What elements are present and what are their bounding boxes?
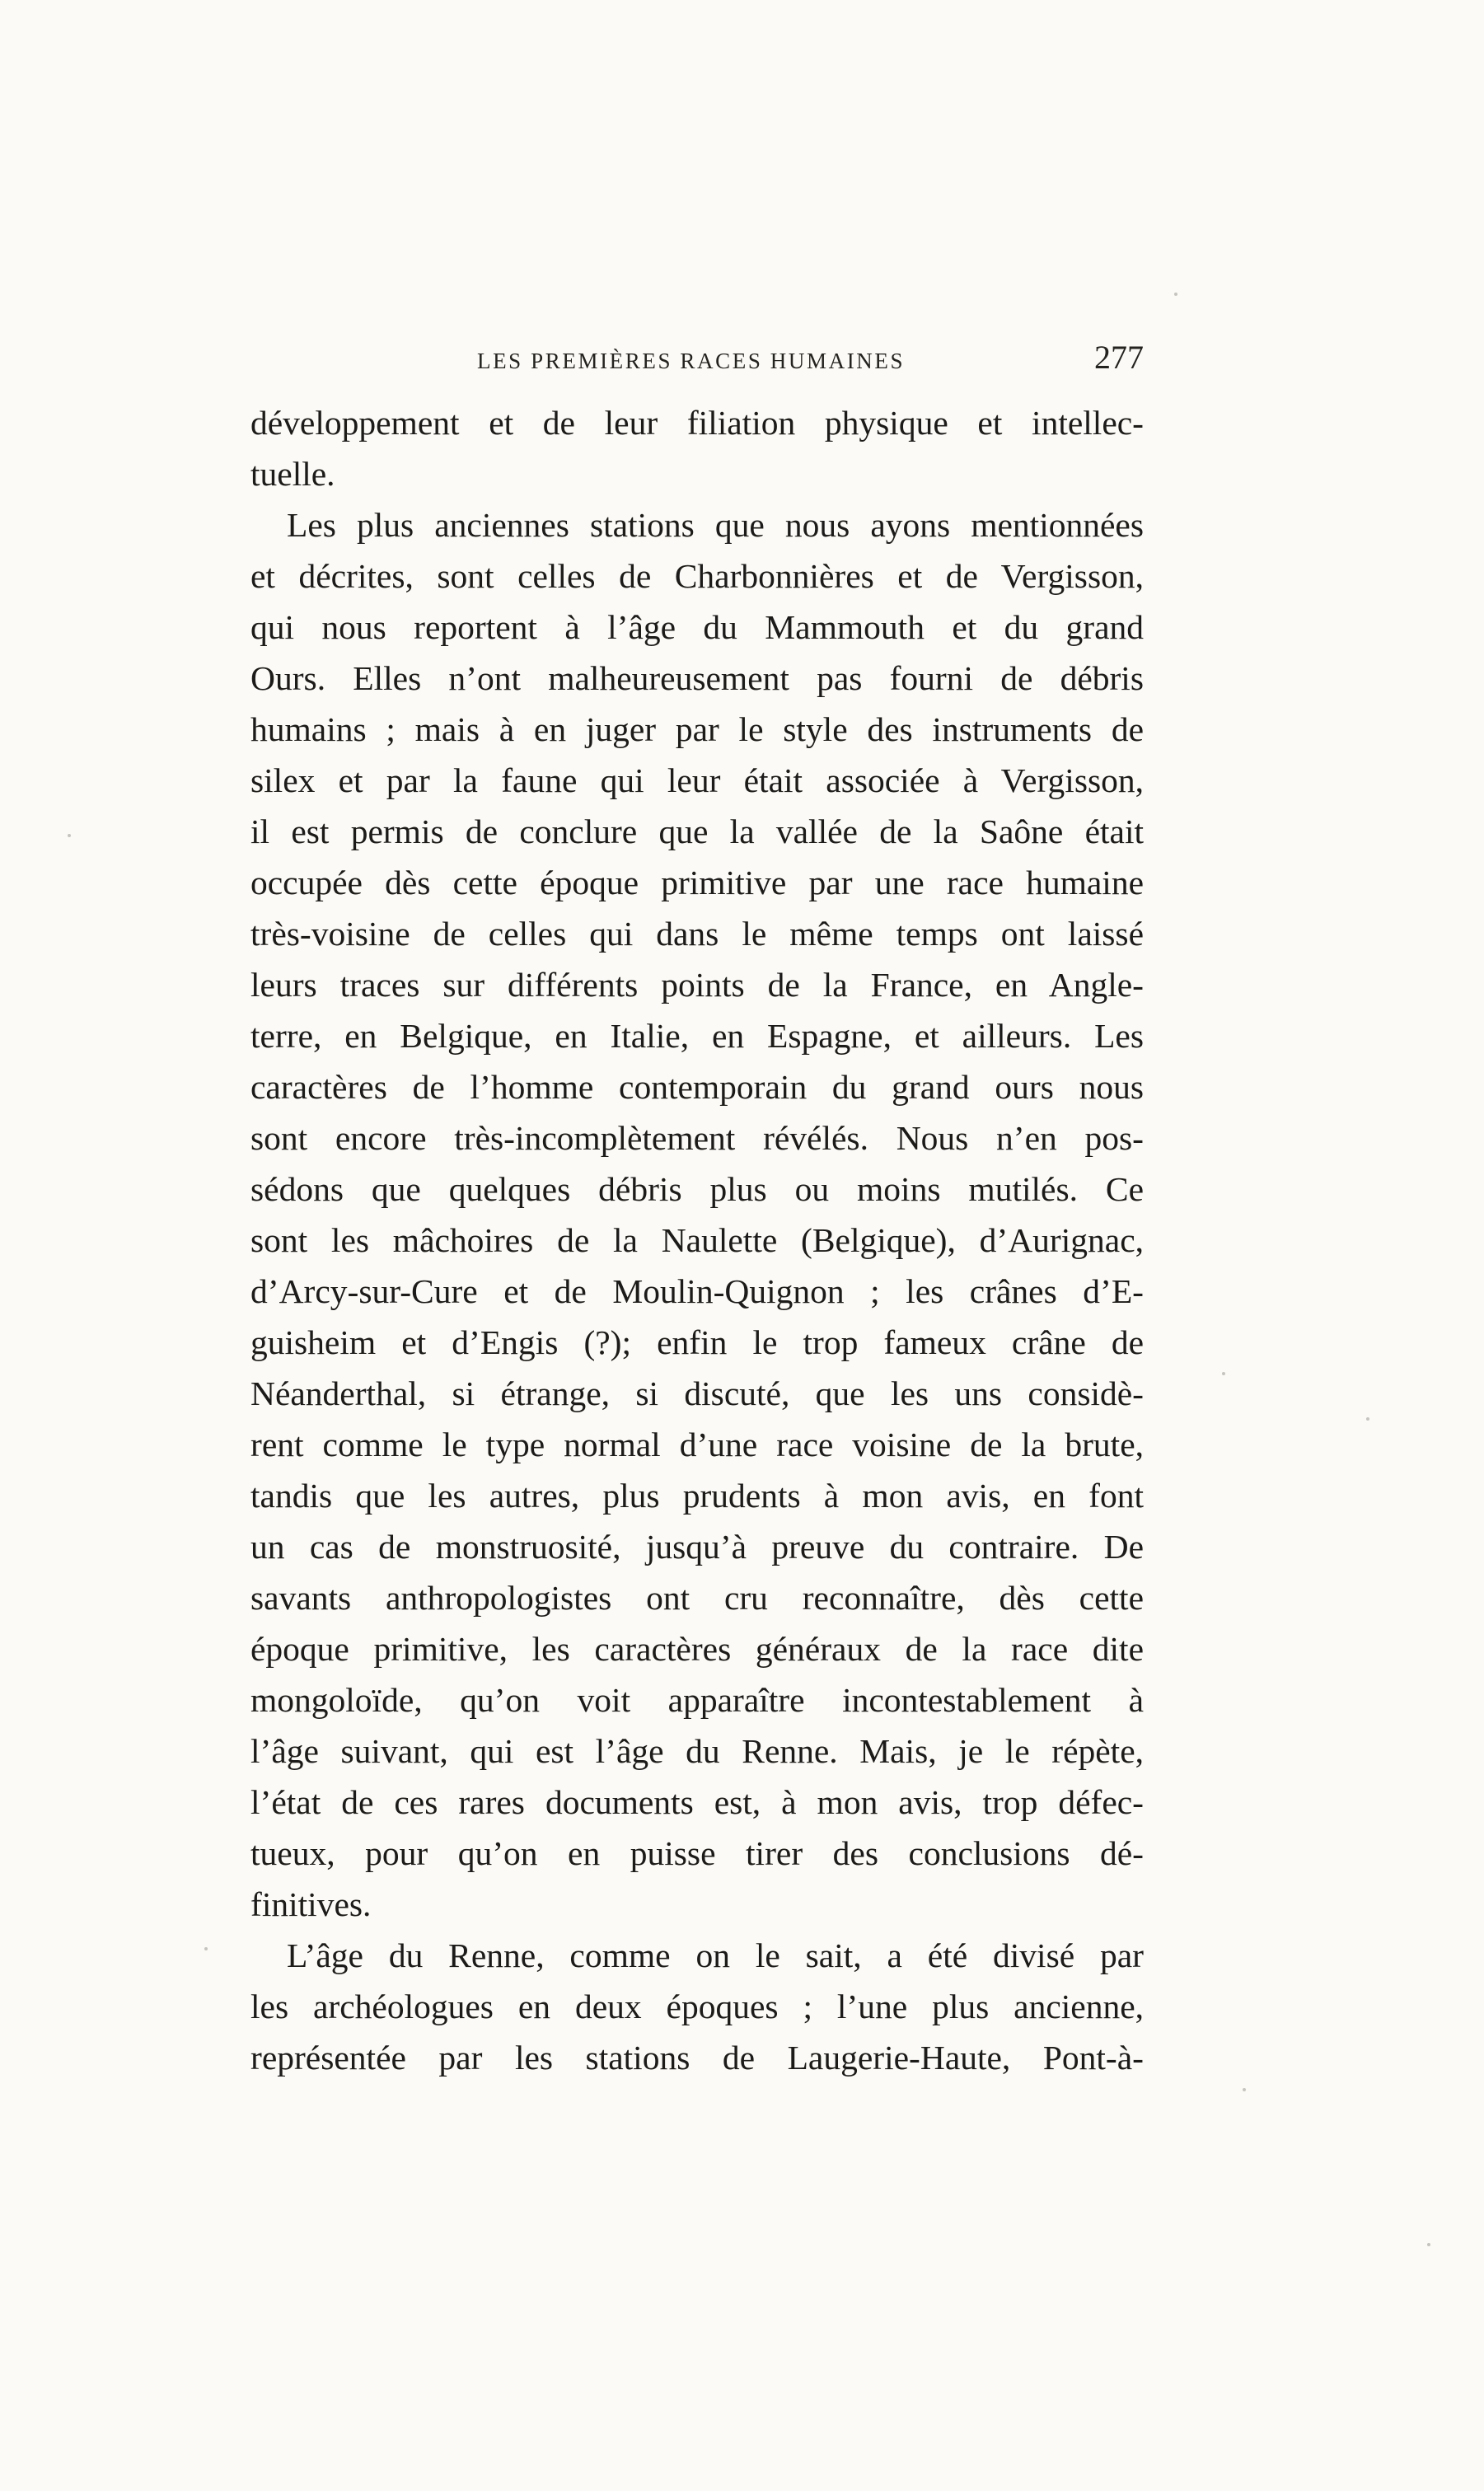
text-line: rent comme le type normal d’une race voisine de la brute, — [250, 1426, 1144, 1463]
paper-speck — [1243, 2088, 1246, 2091]
text-line: et décrites, sont celles de Charbonnières et de Vergisson, — [250, 557, 1144, 595]
running-title: LES PREMIÈRES RACES HUMAINES — [477, 349, 906, 373]
text-line: représentée par les stations de Laugerie-Haute, Pont-à- — [250, 2039, 1144, 2077]
text-line: époque primitive, les caractères généraux de la race dite — [250, 1630, 1144, 1668]
text-line: Ours. Elles n’ont malheureusement pas fourni de débris — [250, 659, 1144, 697]
text-line: Les plus anciennes stations que nous ayons mentionnées — [287, 506, 1144, 544]
text-line: silex et par la faune qui leur était associée à Vergisson, — [250, 761, 1144, 799]
body-text — [250, 397, 1144, 2083]
text-line: l’âge suivant, qui est l’âge du Renne. Mais, je le répète, — [250, 1732, 1144, 1770]
paper-speck — [204, 1947, 208, 1950]
text-line: l’état de ces rares documents est, à mon avis, trop défec- — [250, 1783, 1144, 1821]
page-header — [250, 338, 1144, 396]
text-line: finitives. — [250, 1885, 372, 1923]
page-number: 277 — [1094, 339, 1144, 376]
text-line: sont les mâchoires de la Naulette (Belgique), d’Aurignac, — [250, 1221, 1144, 1259]
text-line: sont encore très-incomplètement révélés. Nous n’en pos- — [250, 1119, 1144, 1157]
paper-speck — [1366, 1417, 1369, 1421]
text-line: savants anthropologistes ont cru reconnaître, dès cette — [250, 1579, 1144, 1617]
text-line: leurs traces sur différents points de la France, en Angle- — [250, 966, 1144, 1004]
text-line: terre, en Belgique, en Italie, en Espagne, et ailleurs. Les — [250, 1017, 1144, 1055]
text-line: les archéologues en deux époques ; l’une plus ancienne, — [250, 1988, 1144, 2025]
text-line: qui nous reportent à l’âge du Mammouth et du grand — [250, 608, 1144, 646]
text-line: occupée dès cette époque primitive par une race humaine — [250, 864, 1144, 901]
text-line: guisheim et d’Engis (?); enfin le trop fameux crâne de — [250, 1323, 1144, 1361]
text-line: caractères de l’homme contemporain du grand ours nous — [250, 1068, 1144, 1106]
text-line: L’âge du Renne, comme on le sait, a été divisé par — [287, 1936, 1144, 1974]
text-line: humains ; mais à en juger par le style des instruments de — [250, 710, 1144, 748]
text-line: un cas de monstruosité, jusqu’à preuve du contraire. De — [250, 1528, 1144, 1566]
text-line: sédons que quelques débris plus ou moins mutilés. Ce — [250, 1170, 1144, 1208]
text-line: tueux, pour qu’on en puisse tirer des conclusions dé- — [250, 1834, 1144, 1872]
paper-speck — [1222, 1372, 1225, 1375]
paper-speck — [1174, 293, 1177, 296]
paper-speck — [1427, 2243, 1430, 2246]
text-line: tuelle. — [250, 455, 335, 493]
paper-speck — [68, 834, 71, 837]
text-line: développement et de leur filiation physique et intellec- — [250, 404, 1144, 442]
text-line: Néanderthal, si étrange, si discuté, que les uns considè- — [250, 1374, 1144, 1412]
text-line: il est permis de conclure que la vallée de la Saône était — [250, 812, 1144, 850]
text-line: d’Arcy-sur-Cure et de Moulin-Quignon ; les crânes d’E- — [250, 1272, 1144, 1310]
text-line: très-voisine de celles qui dans le même temps ont laissé — [250, 915, 1144, 953]
text-line: tandis que les autres, plus prudents à mon avis, en font — [250, 1477, 1144, 1515]
text-line: mongoloïde, qu’on voit apparaître incontestablement à — [250, 1681, 1144, 1719]
